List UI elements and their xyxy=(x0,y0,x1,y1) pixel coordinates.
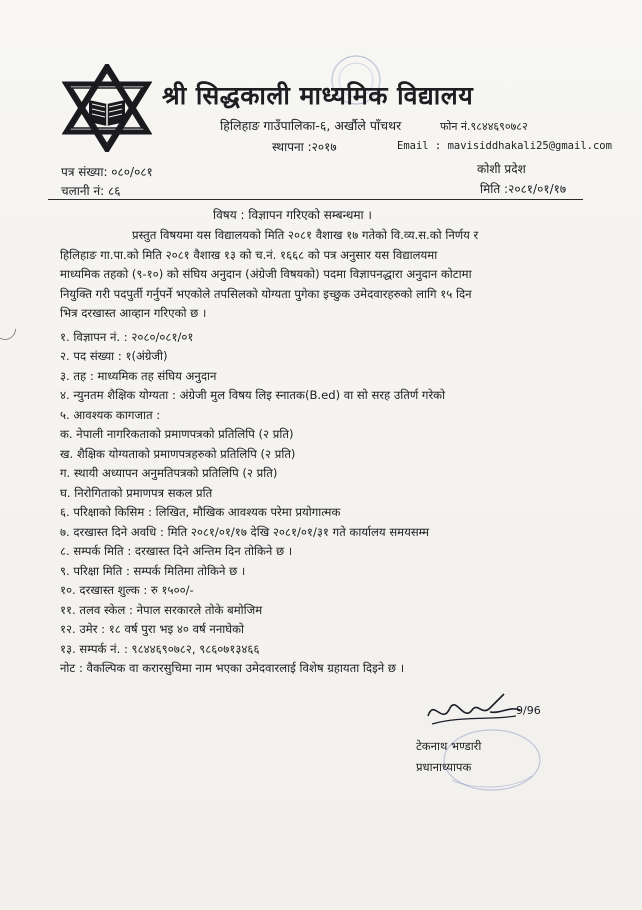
list-item: ३. तह : माध्यमिक तह संघिय अनुदान xyxy=(60,369,217,383)
letter-number: पत्र संख्या: ०८०/०८१ xyxy=(61,165,153,179)
list-item: ६. परिक्षाको किसिम : लिखित, मौखिक आवश्यक परेमा प्रयोगात्मक xyxy=(60,505,341,519)
established-year: स्थापना :२०१७ xyxy=(272,140,337,154)
list-item: १०. दरखास्त शुल्क : रु १५००/- xyxy=(60,583,194,597)
list-item: ५. आवश्यक कागजात : xyxy=(60,408,161,422)
school-name: श्री सिद्धकाली माध्यमिक विद्यालय xyxy=(162,81,474,110)
school-logo-icon xyxy=(62,64,152,152)
list-item: ख. शैक्षिक योग्यताको प्रमाणपत्रहरुको प्रतिलिपि (२ प्रति) xyxy=(60,447,296,461)
list-item: ७. दरखास्त दिने अवधि : मिति २०८१/०१/१७ देखि २०८१/०१/३१ गते कार्यालय समयसम्म xyxy=(60,525,430,539)
signature-date: 9/96 xyxy=(516,704,541,717)
list-item: १३. सम्पर्क नं. : ९८४४६९०७८२, ९८६०७१३४६६ xyxy=(60,642,260,656)
body-line: नियुक्ति गरी पदपुर्ती गर्नुपर्ने भएकोले तपसिलको योग्यता पुगेका इच्छुक उमेदवारहरुको लागि १५ दिन xyxy=(60,286,472,301)
list-item: १. विज्ञापन नं. : २०८०/०८१/०१ xyxy=(60,330,194,344)
list-item: ११. तलव स्केल : नेपाल सरकारले तोके बमोजिम xyxy=(60,603,263,617)
list-item: ९. परिक्षा मिति : सम्पर्क मितिमा तोकिने छ । xyxy=(60,564,246,578)
list-item: ४. न्युनतम शैक्षिक योग्यता : अंग्रेजी मुल विषय लिइ स्नातक(B.ed) वा सो सरह उतिर्ण गरेको xyxy=(60,388,446,402)
list-item: क. नेपाली नागरिकताको प्रमाणपत्रको प्रतिलिपि (२ प्रति) xyxy=(60,427,294,441)
list-item: ८. सम्पर्क मिति : दरखास्त दिने अन्तिम दिन तोकिने छ । xyxy=(60,544,293,558)
signatory-title: प्रधानाध्यापक xyxy=(416,760,472,774)
body-line: भित्र दरखास्त आव्हान गरिएको छ । xyxy=(60,306,207,321)
signatory-name: टेकनाथ भण्डारी xyxy=(416,739,482,753)
list-item: घ. निरोगिताको प्रमाणपत्र सकल प्रति xyxy=(60,486,213,500)
list-item: २. पद संख्या : १(अंग्रेजी) xyxy=(60,349,168,363)
header-divider xyxy=(48,199,583,200)
body-paragraph xyxy=(60,226,570,324)
school-email: Email : mavisiddhakali25@gmail.com xyxy=(397,140,612,152)
punch-hole-mark xyxy=(0,313,21,344)
body-line: प्रस्तुत विषयमा यस विद्यालयको मिति २०८१ वैशाख १७ गतेको वि.व्य.स.को निर्णय र xyxy=(132,228,479,242)
province: कोशी प्रदेश xyxy=(477,162,526,176)
letter-subject: विषय : विज्ञापन गरिएको सम्बन्धमा । xyxy=(213,208,372,222)
school-phone: फोन नं.९८४४६९०७८२ xyxy=(440,120,528,133)
letter-date: मिति :२०८१/०१/१७ xyxy=(480,182,567,196)
list-item: नोट : वैकल्पिक वा करारसुचिमा नाम भएका उमेदवारलाई विशेष ग्रहायता दिइने छ । xyxy=(60,661,405,675)
list-item: ग. स्थायी अध्यापन अनुमतिपत्रको प्रतिलिपि (२ प्रति) xyxy=(60,466,278,480)
school-address: हिलिहाङ गाउँपालिका-६, अर्खौले पाँचथर xyxy=(220,118,402,133)
body-line: माध्यमिक तहको (९-१०) को संघिय अनुदान (अंग्रेजी विषयको) पदमा विज्ञापनद्धारा अनुदान कोटामा xyxy=(60,267,472,282)
list-item: १२. उमेर : १८ वर्ष पुरा भइ ४० वर्ष ननाघेको xyxy=(60,622,245,636)
body-line: हिलिहाङ गा.पा.को मिति २०८१ वैशाख १३ को च.नं. १६६८ को पत्र अनुसार यस विद्यालयमा xyxy=(60,247,438,262)
dispatch-number: चलानी नं: ८६ xyxy=(61,184,121,198)
